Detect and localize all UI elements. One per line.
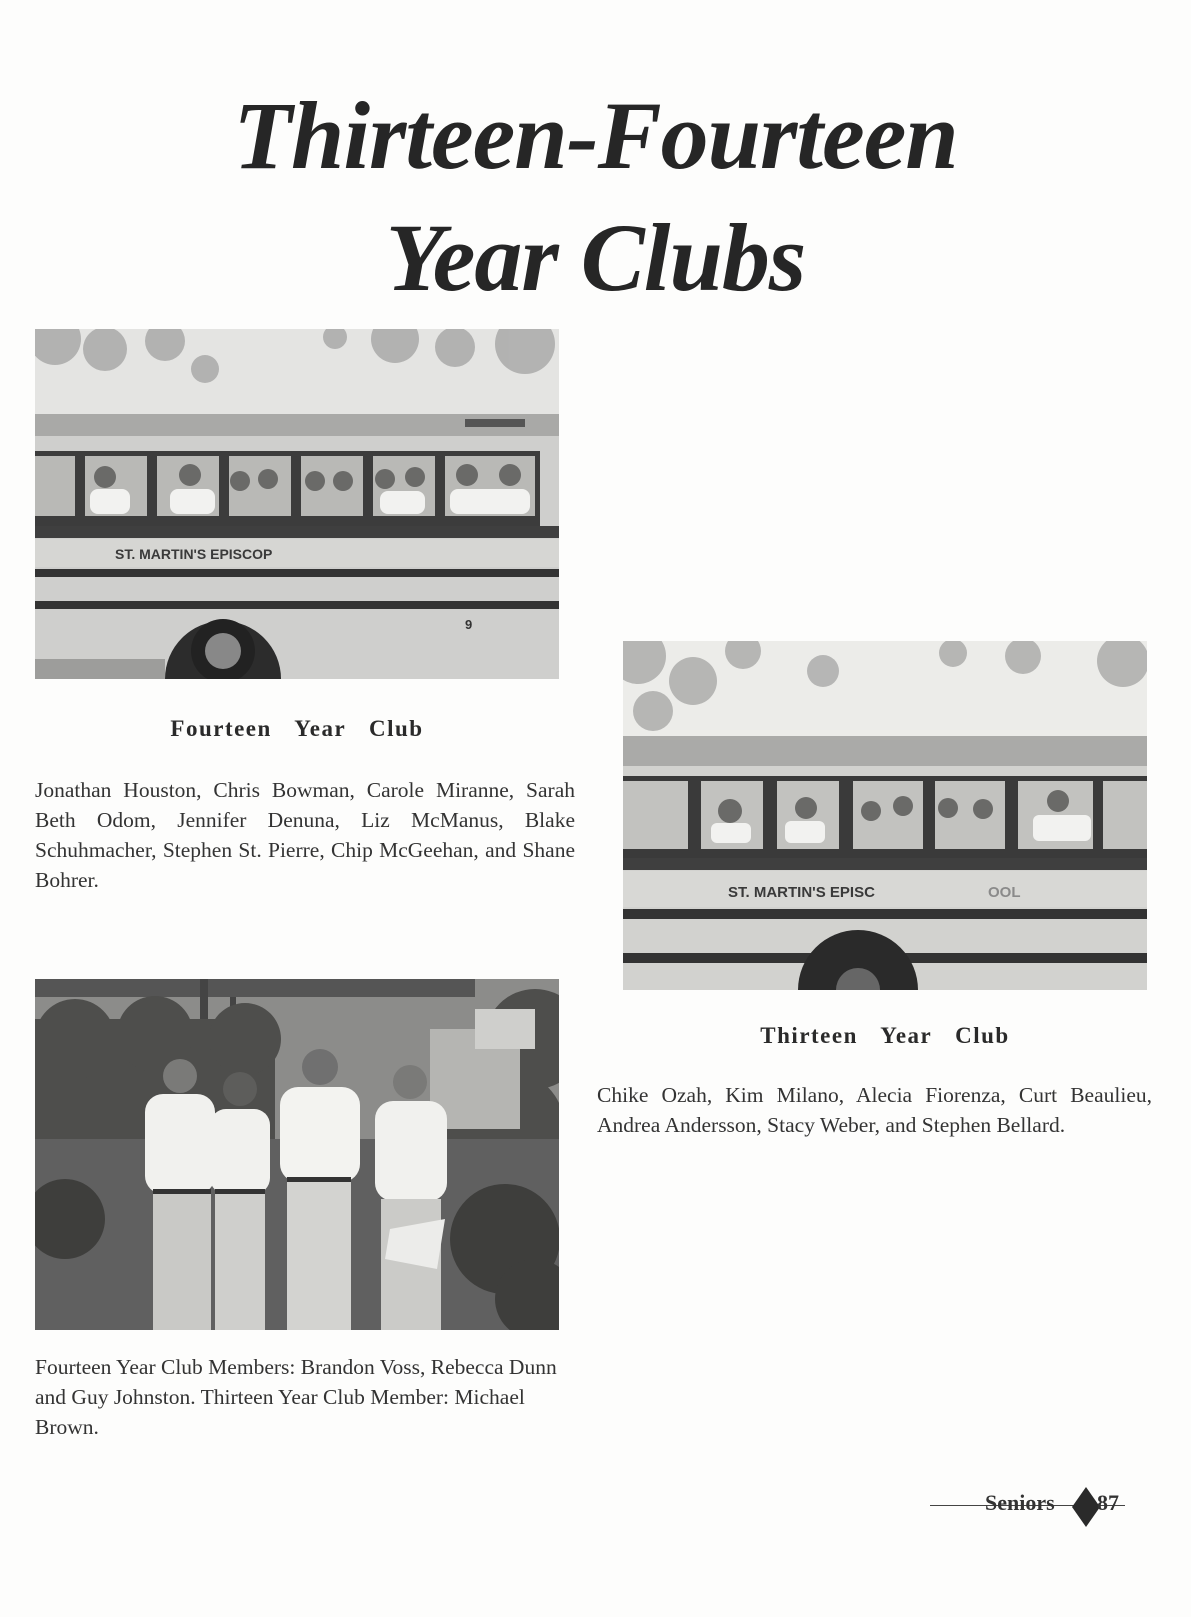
bus-side-lettering-end: OOL (988, 884, 1021, 901)
page-number: 87 (1097, 1490, 1119, 1515)
thirteen-year-club-heading: Thirteen Year Club (760, 1023, 1010, 1048)
page-footer (930, 1487, 1130, 1527)
fourteen-year-club-heading: Fourteen Year Club (170, 716, 424, 741)
page-title-line-2: Year Clubs (385, 204, 806, 311)
bus-side-lettering: ST. MARTIN'S EPISC (728, 884, 875, 901)
thirteen-year-club-bus-photo (623, 641, 1147, 990)
group-photo-caption: Fourteen Year Club Members: Brandon Voss, Rebecca Dunn and Guy Johnston. Thirteen Year Club Member: Michael Brown. (35, 1355, 557, 1439)
fourteen-year-club-bus-photo (35, 329, 559, 679)
bus-number: 9 (465, 617, 473, 632)
fourteen-year-club-caption: Jonathan Houston, Chris Bowman, Carole Miranne, Sarah Beth Odom, Jennifer Denuna, Liz McManus, Blake Schuhmacher, Stephen St. Pierre, Chip McGeehan, and Shane Bohrer. (35, 778, 575, 892)
bus-side-lettering: ST. MARTIN'S EPISCOP (115, 546, 273, 562)
group-members-photo (35, 979, 559, 1330)
thirteen-year-club-caption: Chike Ozah, Kim Milano, Alecia Fiorenza, Curt Beaulieu, Andrea Andersson, Stacy Weber, and Stephen Bellard. (597, 1083, 1152, 1137)
diamond-icon (1072, 1487, 1100, 1527)
footer-section-label: Seniors (985, 1490, 1055, 1515)
page-title-line-1: Thirteen-Fourteen (233, 82, 958, 189)
